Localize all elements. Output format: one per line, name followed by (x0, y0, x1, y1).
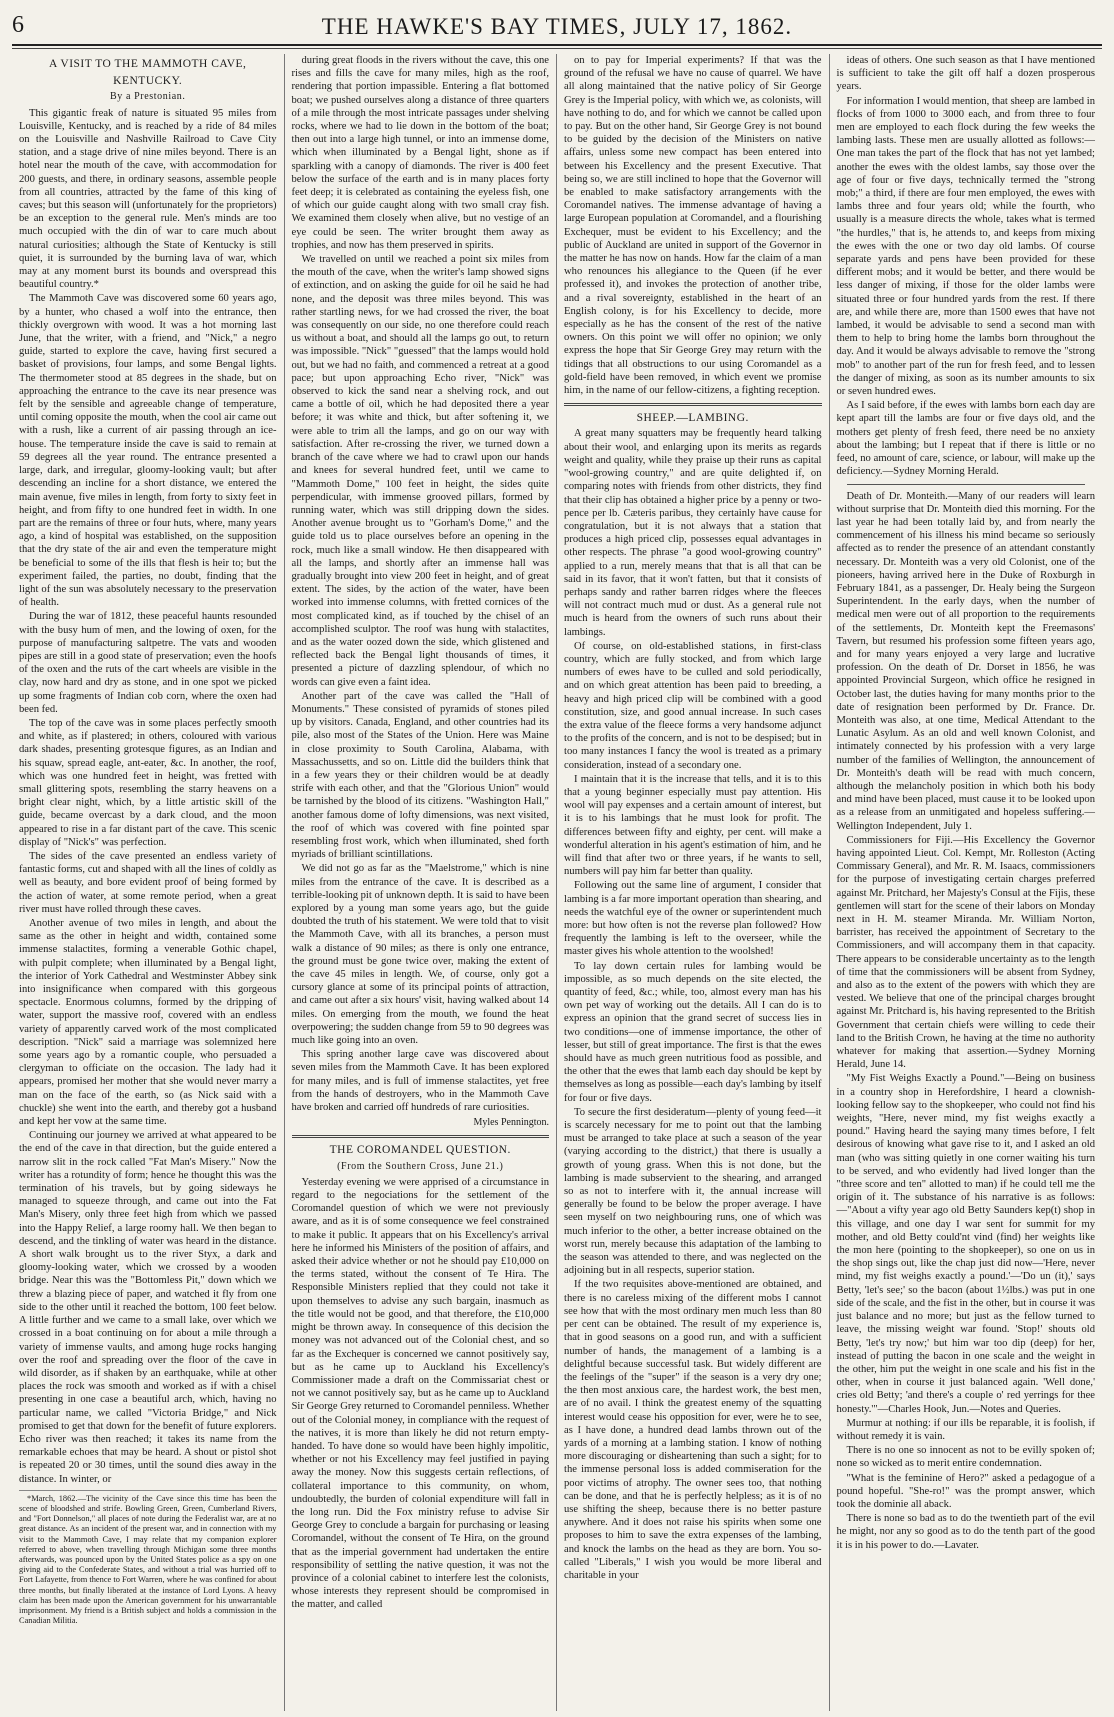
paragraph: Yesterday evening we were apprised of a circumstance in regard to the negociations for the settlement of the Coromandel question of which we were not previously aware, and as it is of some consequence we feel constrained to make it public. It appears that on his Excellency's arrival here he informed his Ministers of the position of affairs, and asked their advice whether or not he should pay £10,000 on the terms stated, without the consent of Te Hira. The Responsible Ministers replied that they could not take it upon themselves to advise any such bargain, inasmuch as the title would not be good, and that therefore, the £10,000 might be thrown away. In consequence of this decision the money was not advanced out of the Colonial chest, and so far as the Exchequer is concerned we cannot positively say, but as he came up to Auckland his Excellency's Commissioner made a draft on the Commissariat chest or not we cannot positively say, but as he came up to Auckland Sir George Grey returned to Coromandel penniless. Whether out of the Colonial money, in compliance with the request of the natives, it is more than likely he did not return empty-handed. To have done so would have been highly impolitic, whether or not his Excellency may feel justified in paying away the money. Now this suggests certain reflections, of collateral importance to this community, on whom, undoubtedly, the burden of colonial expenditure will fall in the long run. Did the Fox ministry refuse to advise Sir George Grey to conclude a bargain for purchasing or leasing Coromandel, without the consent of Te Hira, on the ground that as the imperial government had undertaken the entire responsibility of settling the native question, it was not the province of a colonial cabinet to interfere lest the colonists, whose interests they represent should be compromised in the matter, and called (291, 1176, 549, 1611)
maxim: Murmur at nothing: if our ills be reparable, it is foolish, if without remedy it is vain. (836, 1417, 1095, 1442)
footnote (19, 1490, 277, 1627)
column-4 (830, 54, 1103, 1711)
paragraph: Of course, on old-established stations, in first-class country, which are fully stocked, and from which large numbers of ewes have to be culled and sold periodically, and on which great attention has been paid to breeding, a heavy and high priced clip will be combined with a good constitution, size, and good annual increase. In such cases the extra value of the fleece forms a very handsome adjunct to the profits of the concern, and is not to be despised; but in too many instances I fancy the wool is treated as a primary consideration, instead of a secondary one. (564, 640, 822, 771)
paragraph: As I said before, if the ewes with lambs born each day are kept apart till the lambs are four or five days old, and the mothers get plenty of fresh feed, there need be no anxiety about the lambing; but I repeat that if there is little or no feed, no amount of care, science, or labour, will make up the deficiency.—Sydney Morning Herald. (836, 400, 1095, 478)
paragraph: The sides of the cave presented an endless variety of fantastic forms, cut and shaped with all the lines of coldly as well as beauty, and bore evident proof of being formed by the action of water, at some remote period, when a great river must have rolled through these caves. (19, 850, 277, 915)
article-heading: A VISIT TO THE MAMMOTH CAVE, (49, 58, 247, 70)
item-divider (847, 484, 1086, 485)
paragraph: For information I would mention, that sheep are lambed in flocks of from 1000 to 3000 each, and from three to four men are employed to each flock during the few weeks the lambing lasts. These men are usually allotted as follows:—One man takes the part of the flock that has not yet lambed; another the ewes with the oldest lambs, say those over the age of four or five days, technically termed the "strong mob;" a third, if there are four men employed, the ewes with lambs three and four years old; while the fourth, who usually is a measure directs the whole, takes what is termed "the hurdles," that is, he attends to, and keeps from mixing the ewes with the one or two day old lambs. Of course separate yards and pens have been provided for these different mobs; and it would be better, and there would be less danger of mixing, if those for the older lambs were situated three or four hundred yards from the rest. If there are, and while there are, more than 1500 ewes that have not lambed, it would be advisable to send a second man with them to help to bring home the lambs born throughout the day. And it would be always advisable to remove the "strong mob" to another part of the run for fresh feed, and to lessen the danger of mixing, as soon as its number amounts to six or seven hundred ewes. (836, 95, 1095, 398)
paragraph: This spring another large cave was discovered about seven miles from the Mammoth Cave. It has been explored for many miles, and is full of immense stalactites, yet free from the hands of destroyers, who in the Mammoth Cave have broken and carried off hundreds of rare curiosities. (291, 1049, 549, 1114)
newspaper-title: THE HAWKE'S BAY TIMES, JULY 17, 1862. (321, 14, 793, 39)
paragraph: This gigantic freak of nature is situated 95 miles from Louisville, Kentucky, and is reached by a ride of 84 miles on the Louisville and Nashville Railroad to Cave City station, and a stage drive of nine miles beyond. There is an hotel near the mouth of the cave, with accommodation for 200 guests, and there, in ordinary seasons, assemble people from all countries, attracted by the fame of this king of caves; but this season will (unfortunately for the proprietors) be an exception to the general rule. Men's minds are too much occupied with the din of war to care much about natural curiosities; although the State of Kentucky is still quiet, it is surrounded by the burning lava of war, which may at any moment burst its bounds and overspread this beautiful country.* (19, 107, 277, 291)
paragraph: Another part of the cave was called the "Hall of Monuments." These consisted of pyramids of stones piled up by visitors. Canada, England, and other countries had its pile, also most of the States of the Union. Here was Maine in close proximity to South Carolina, Alabama, with Massachussetts, and so on. Little did the builders think that in a few years they or their children would be at deadly strife with each other, and that the "Glorious Union" would be tarnished by the blood of its citizens. "Washington Hall," another famous dome of lofty dimensions, was next visited, the roof of which was covered with fine pointed spar resembling frost work, which when illuminated, shed forth myriads of brilliant scintillations. (291, 690, 549, 861)
paragraph: Following out the same line of argument, I consider that lambing is a far more important operation than shearing, and needs the watchful eye of the owner or superintendent much more: but how often is not the reverse plan followed? How frequently the lambing is left to the overseer, while the master gives his whole attention to the woolshed! (564, 880, 822, 958)
article-byline: By a Prestonian. (110, 91, 186, 103)
news-item: Commissioners for Fiji.—His Excellency the Governor having appointed Lieut. Col. Kempt, Mr. Rolleston (Acting Commissary General), and Mr. R. M. Isaacs, commissioners for the purpose of investigating certain charges preferred against Mr. Pritchard, her Majesty's Consul at the Fijis, these gentlemen will start for the scene of their labors on Monday next in H. M. steamer Miranda. Mr. William Norton, barrister, has received the appointment of Secretary to the Commissioners, and will accompany them in that capacity. There appears to be considerable uncertainty as to the length of time that the commissioners will be absent from Sydney, and also as to the extent of the powers with which they are vested. We believe that one of the principal charges brought against Mr. Pritchard is, his having represented to the British Government that certain chiefs were willing to cede their land to the British Crown, he having at the time no authority whatever for making that assertion.—Sydney Morning Herald, June 14. (836, 834, 1095, 1071)
paragraph: We did not go as far as the "Maelstrome," which is nine miles from the entrance of the cave. It is described as a terrible-looking pit of unknown depth. It is said to have been explored by a young man some years ago, but the guide doubted the truth of his statement. We were told that to visit the Mammoth Cave, with all its branches, a person must walk a distance of 90 miles; as there is only one entrance, the ground must be gone twice over, making the extent of the cave 45 miles in length. We, of course, only got a cursory glance at some of its principal points of attraction, and came out after a six hours' visit, having walked about 14 miles. On emerging from the mouth, we found the heat overpowering; the sudden change from 59 to 90 degrees was much like going into an oven. (291, 863, 549, 1047)
paragraph: during great floods in the rivers without the cave, this one rises and fills the cave for many miles, high as the roof, rendering that portion impassible. Entering a flat bottomed boat; we pushed ourselves along a distance of three quarters of a mile through the most intricate passages under shelving rocks, where we had to lie down in the bottom of the boat; then out into a large high tunnel, or into an immense dome, which when illuminated by a Bengal light, shone as if sparkling with a canopy of diamonds. The river is 400 feet below the surface of the earth and is in many places forty feet deep; it is celebrated as containing the eyeless fish, one of which our guide caught along with two small cray fish. We examined them closely when alive, but no vestige of an eye could be seen. The writer brought them away as trophies, and now has them preserved in spirits. (291, 55, 549, 251)
section-divider (564, 403, 822, 406)
paragraph: Continuing our journey we arrived at what appeared to be the end of the cave in that direction, but the guide entered a narrow slit in the rock called "Fat Man's Misery." Now the writer has a rotundity of form; hence he thought this was the termination of his travels, but by going sideways he managed to squeeze through, and came out into the Fat Man's Misery, only three feet high from which we passed into the Happy Relief, a large roomy hall. We then began to descend, and the tinkling of water was heard in the distance. A short walk brought us to the river Styx, a dark and gloomy-looking water, which we crossed by a wooden bridge. Near this was the "Bottomless Pit," down which we threw a blazing piece of paper, and watched it fly from one side to the other until it reached the bottom, 100 feet below. A little further and we came to a small lake, over which we crossed in a boat continuing on for about a mile through a variety of immense vaults, and among huge rocks hanging over the roof and spreading over the floor of the cave in wild disorder, as if shaken by an earthquake, while at other places the rock was smooth and worked as if with a chisel presenting in one case a beautiful arch, which, having no particular name, we called "Victoria Bridge," and Nick promised to get that down for the benefit of future explorers. Echo river was then reached; it takes its name from the remarkable echoes that may be heard. A shout or pistol shot is repeated 20 or 30 times, until the sound dies away in the distance. In winter, or (19, 1130, 277, 1485)
footnote-text: *March, 1862.—The vicinity of the Cave since this time has been the scene of bloodshed and strife. Bowling Green, Green, Cumberland Rivers, and "Fort Donnelson," all places of note during the Federalist war, are at no great distance. As an incident of the present war, and in connection with my visit to the Mammoth Cave, I may relate that my companion explorer referred to above, when travelling through Michigan some three months afterwards, was pounced upon by the United States police as a spy on one giving aid to the Confederate States, and without a trial was hurried off to Fort Lafayette, from thence to Fort Warren, where he was confined for about three months, but finally liberated at the instance of Lord Lyons. A heavy claim has been made upon the American government for his unwarrantable imprisonment. My friend is a British subject and holds a commission in the Canadian Militia. (19, 1493, 277, 1626)
signature: Myles Pennington. (473, 1117, 549, 1129)
columns (12, 54, 1102, 1711)
article-heading-line2: KENTUCKY. (113, 75, 183, 88)
column-2 (285, 54, 558, 1711)
paragraph: We travelled on until we reached a point six miles from the mouth of the cave, when the writer's lamp showed signs of extinction, and on asking the guide for oil he said he had none, and the deposit was three miles beyond. This was rather startling news, for we had crossed the river, the boat was consequently on our side, no one therefore could reach us without a boat, and should all the lamps go out, to return was impossible. "Nick" "guessed" that the lamps would hold out, but we had no faith, and commenced a retreat at a good pace; but upon approaching Echo river, "Nick" was observed to kick the sand near a shelving rock, and out came a bottle of oil, which he had deposited there a year before; it was white and thick, but after softening it, we were able to trim all the lamps, and go on our way with satisfaction. After re-crossing the river, we turned down a branch of the cave where we had to crawl upon our hands and knees for several hundred feet, until we came to "Mammoth Dome," 100 feet in height, the sides quite perpendicular, with immense grooved pillars, formed by running water, which was still dripping down the sides. Another avenue brought us to "Gorham's Dome," and the guide told us to place ourselves before an opening in the rock, much like a small window. He then disappeared with all the lamps, and shortly after an immense hall was gradually brought into view 200 feet in height, and of great extent. The sides, by the action of the water, have been worked into immense columns, with fretted cornices of the most complicated kind, as if touched by the chisel of an accomplished sculptor. The roof was hung with stalactites, and as the water oozed down the side, which glistened and reflected back the Bengal light thousands of times, it presented a picture of dazzling splendour, of which no words can give even a faint idea. (291, 254, 549, 688)
maxim: "What is the feminine of Hero?" asked a pedagogue of a pound hopeful. "She-ro!" was the prompt answer, which took the dominie all aback. (836, 1472, 1095, 1510)
paragraph: The top of the cave was in some places perfectly smooth and white, as if plastered; in others, coloured with various dark shades, presenting grotesque figures, as an Indian and his squaw, spread eagle, ant-eater, &c. In another, the roof, which was one hundred feet in height, was fretted with small glittering spots, resembling the starry heavens on a bright clear night, which, by a little artistic skill of the guide, became overcast by a dark cloud, and the moon appeared to rise in a far distant part of the cave. This scenic display of "Nick's" was perfection. (19, 717, 277, 848)
paragraph: To lay down certain rules for lambing would be impossible, as so much depends on the site elected, the quantity of feed, &c.; while, too, almost every man has his own pet way of working out the details. All I can do is to express an opinion that the grand secret of success lies in two conditions—one of immense importance, the other of lesser, but still of great importance. The first is that the ewes should have as much green nutritious food as possible, and the other that the ewes that lamb each day should be kept by themselves as long as possible—each day's lambing by itself for four or five days. (564, 960, 822, 1104)
paragraph: If the two requisites above-mentioned are obtained, and there is no careless mixing of the different mobs I cannot see how that with the most ordinary men much less than 80 per cent can be obtained. The result of my experience is, that in good seasons on a good run, and with a sufficient number of hands, the management of a lambing is a delightful because successful task. But widely different are the feelings of the "super" if the season is a very dry one; the then most anxious care, the hardest work, the best men, are of no avail. I think the greatest enemy of the squatting interest would cease his opposition for ever, were he to see, as I have done, a hundred dead lambs thrown out of the yards of a morning at a lambing station. I know of nothing more discouraging or disheartening than such a sight; for to the immense personal loss is added commiseration for the poor victims of atrophy. The owner sees too, that nothing can be done, and that he is perfectly helpless; as it is of no use shifting the sheep, because there is no better pasture anywhere. And it does not raise his spirits when some one proposes to him to save the extra expenses of the lambing, and knock the lambs on the head as they are born. You so-called "Liberals," I wish you would be more liberal and charitable in your (564, 1279, 822, 1581)
article-heading: SHEEP.—LAMBING. (636, 412, 749, 425)
news-item: Death of Dr. Monteith.—Many of our readers will learn without surprise that Dr. Monteith died this morning. For the last year he had been totally laid by, and from nearly the commencement of his illness his mind became so seriously affected as to render the presence of an attendant constantly necessary. Dr. Monteith was a very old Colonist, one of the pioneers, having arrived here in the Duke of Roxburgh in February 1841, as a passenger, Dr. Healy being the Surgeon Superintendent. In the early days, when the number of medical men were out of all proportion to the requirements of the settlements, Dr. Monteith kept the Freemasons' Tavern, but resumed his profession some fifteen years ago, and for many years enjoyed a very large and lucrative profession. On the death of Dr. Dorset in 1856, he was appointed Provincial Surgeon, which office he resigned in October last, the duties having for many months prior to the date of resignation been performed by Dr. France. Dr. Monteith was also, at one time, Medical Attendant to the Lunatic Asylum. As an old and well known Colonist, and intimately connected by his profession with a very large number of the families of Wellington, the announcement of Dr. Monteith's death will be read with much concern, although the melancholy position in which both his body and mind have been placed, must cause it to be looked upon as a release from an unmitigated and hopeless suffering.—Wellington Independent, July 1. (836, 490, 1095, 832)
page-number: 6 (12, 12, 24, 38)
header-rule (12, 48, 1102, 49)
paragraph: To secure the first desideratum—plenty of young feed—it is scarcely necessary for me to point out that the lambing must be arranged to take place at such a season of the year (varying according to the district,) that there is usually a growth of young grass. When this is not done, but the lambing is made subservient to the shearing, and arranged so as not to interfere with it, the annual increase will generally be found to be below the proper average. I have seen myself on two neighbouring runs, one of which was much inferior to the other, a better increase obtained on the worst run, merely because this adaptation of the lambing to the season was attended to there, and was neglected on the adjoining but in all respects, superior station. (564, 1106, 822, 1277)
masthead (12, 10, 1102, 46)
paragraph: on to pay for Imperial experiments? If that was the ground of the refusal we have no cause of quarrel. We have all along maintained that the native policy of Sir George Grey is the Imperial policy, with which we, as colonists, will have nothing to do, and for which we cannot be called upon to pay. But on the other hand, Sir George Grey is not bound to be guided by the decision of the Ministers on native affairs, unless some new compact has been entered into between his Excellency and the present Executive. That being so, we are still inclined to hope that the Governor will be enabled to make satisfactory arrangements with the Coromandel natives. The immense advantage of having a large European population at Coromandel, and a flourishing Exchequer, must be evident to his Excellency; and the public of Auckland are united in support of the Governor in the matter he has now on hands. How far the claim of a man who renounces his allegiance to the Queen (if he ever professed it), and invokes the protection of another tribe, and a rival sovereignty, established in the heart of an English colony, is for his Excellency to decide, more especially as he has the consent of the rest of the native owners. On this point we will offer no opinion; we only express the hope that Sir George Grey may return with the tidings that all obstructions to our using Coromandel as a gold-field have been removed, in which event we promise him, in the name of our fellow-citizens, a fighting reception. (564, 55, 822, 397)
paragraph: ideas of others. One such season as that I have mentioned is sufficient to take the gilt off half a dozen prosperous years. (836, 55, 1095, 93)
article-heading: THE COROMANDEL QUESTION. (329, 1144, 511, 1157)
maxim: There is none so bad as to do the twentieth part of the evil he might, nor any so good as to do the tenth part of the good it is in his power to do.—Lavater. (836, 1513, 1095, 1551)
paragraph: Another avenue of two miles in length, and about the same as the other in height and width, contained some immense stalactites, forming a venerable Gothic chapel, with pulpit complete; when illuminated by a Bengal light, the interior of York Cathedral and Westminster Abbey sink into insignificance when compared with this gorgeous spectacle. Enormous columns, formed by the dripping of water, support the massive roof, covered with an endless variety of apparently carved work of the most complicated description. "Nick" said a marriage was solemnized here some years ago by a romantic couple, who persuaded a clergyman to officiate on the occasion. The lady had it appears, promised her mother that she would never marry a man on the face of the earth, so (as Nick said with a chuckle) she went into the earth, and thereby got a husband and kept her vow at the same time. (19, 918, 277, 1128)
column-1 (12, 54, 285, 1711)
paragraph: A great many squatters may be frequently heard talking about their wool, and enlarging upon its merits as regards weight and quality, while they praise up their runs as capital "wool-growing country," and are quite delighted if, on comparing notes with friends from other districts, they find that their clip has obtained a higher price by a penny or two-pence per lb. Cæteris paribus, they certainly have cause for congratulation, but it is not always that a station that produces a high priced clip, possesses equal advantages in other respects. The phrase "a good wool-growing country" applied to a run, merely means that that is all that can be said in its favor, that it won't fatten, but that it consists of perhaps sandy and rather barren ridges where the fleeces will not contract much mud or dust. As a general rule not much is heard from the owners of such runs about their lambings. (564, 428, 822, 638)
column-3 (557, 54, 830, 1711)
maxim: There is no one so innocent as not to be evilly spoken of; none so wicked as to merit entire condemnation. (836, 1445, 1095, 1470)
article-source: (From the Southern Cross, June 21.) (337, 1160, 504, 1172)
paragraph: During the war of 1812, these peaceful haunts resounded with the busy hum of men, and the lowing of oxen, for the purpose of manufacturing saltpetre. The vats and wooden pipes are still in a good state of preservation; even the hoofs of the oxen and the ruts of the cart wheels are visible in the clay, now hard and dry as stone, and in one spot we picked up some fragments of Indian cob corn, where the oxen had been fed. (19, 611, 277, 715)
paragraph: I maintain that it is the increase that tells, and it is to this that a young beginner especially must pay attention. His wool will pay expenses and a certain amount of interest, but it is to his lambings that he must look for profit. The differences between fifty and eighty, per cent. will make a wonderful alteration in his agent's estimation of him, and he will find that after two or three years, if he wants to sell, numbers will pay him far better than quality. (564, 773, 822, 878)
news-item: "My Fist Weighs Exactly a Pound."—Being on business in a country shop in Herefordshire, I heard a clownish-looking fellow say to the shopkeeper, who could not find his weights, "Here, never mind, my fist weighs exactly a pound." Having heard the saying many times before, I felt desirous of knowing what gave rise to it, and I asked an old man (who was sitting quietly in one corner waiting his turn to be served, and who evidently had lived longer than the "three score and ten" allotted to man) if he could tell me the origin of it. The substance of his narrative is as follows:—"About a vifty year ago old Betty Saunders kep(t) shop in this village, and one day I war sent for summit for my mother, and old Betty could'nt vind (find) her weights like the mon here (pointing to the shopkeeper), so one on us in the shop sings out, like the chap just did now—'Here, never mind, my fist weighs exactly a pound.'—'Do un (it),' says Betty, 'let's see;' so the bacon (about 1½lbs.) was put in one side of the scale, and the fist in the other, but in course it was just balance and no more; but just as the fellow turned to leave, the missing weight war found. 'Stop!' shouts old Betty, 'let's try now;' but him war too dip (deep) for her, instead of putting the bacon in one scale and the weight in the other, him put the weight in one scale and his fist in the other, when in course it just balanced again. 'Well done,' cries old Betty; 'and there's a couple o' red yerrings for thee honesty.'"—Charles Hook, Jun.—Notes and Queries. (836, 1073, 1095, 1415)
section-divider (292, 1135, 550, 1138)
paragraph: The Mammoth Cave was discovered some 60 years ago, by a hunter, who chased a wolf into the entrance, then thickly overgrown with wood. It was a hot morning last June, that the writer, with a friend, and "Nick," a negro guide, started to explore the cave, having first secured a basket of provisions, four lamps, and some Bengal lights. The thermometer stood at 85 degrees in the shade, but on approaching the entrance to the cave its near presence was felt by the sensible and agreeable change of temperature, until coming opposite the mouth, when the cool air came out with a rush, like a current of air passing through an ice-house. The temperature inside the cave is said to remain at 59 degrees all the year round. The entrance presented a large, dark, and irregular, gloomy-looking vault; but after descending an incline for a short distance, we entered the main avenue, five miles in length, from forty to sixty feet in height, and from fifty to one hundred feet in width. In one part are the remains of three or four huts, where, many years ago, a kind of hospital was established, on the supposition that the dry state of the air and even the temperature might be beneficial to some of the ills that flesh is heir to; but the experiment failed, the parties, no doubt, finding that the light of the sun was absolutely necessary to the preservation of health. (19, 293, 277, 609)
